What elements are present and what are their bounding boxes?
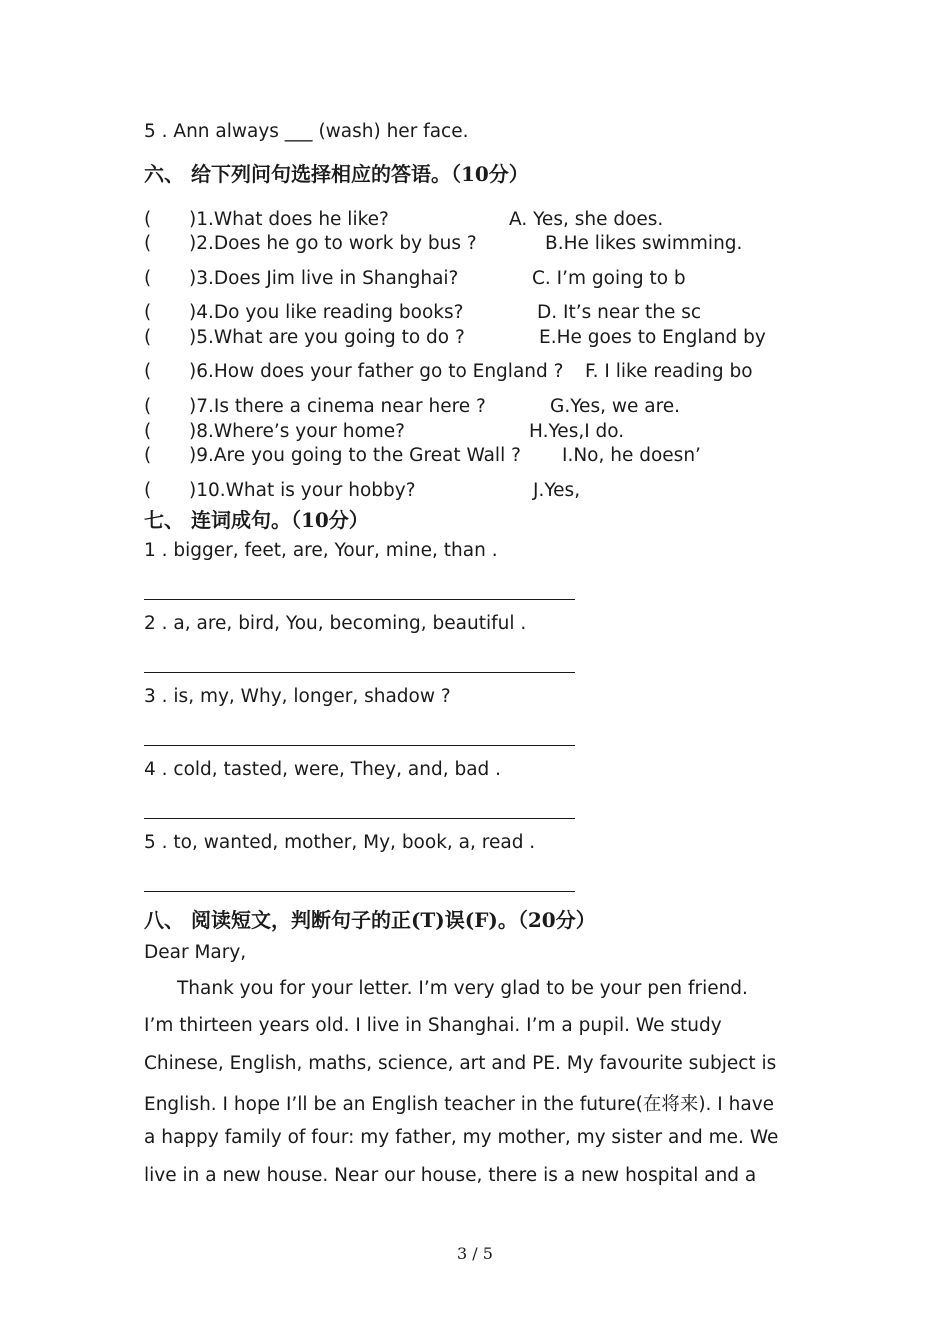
answer-blank-open[interactable]: ( — [144, 480, 152, 501]
question-text: )1.What does he like? — [189, 209, 389, 230]
option-text: C. I’m going to b — [532, 268, 686, 289]
answer-line-2[interactable] — [144, 672, 575, 673]
option-text: B.He likes swimming. — [545, 233, 743, 254]
question-text: )9.Are you going to the Great Wall ? — [189, 445, 521, 466]
word-order-item-5: 5 . to, wanted, mother, My, book, a, read . — [144, 832, 536, 853]
letter-line: Thank you for your letter. I’m very glad to be your pen friend. — [177, 978, 748, 999]
question-5-wash: 5 . Ann always ___ (wash) her face. — [144, 121, 469, 142]
answer-blank-open[interactable]: ( — [144, 209, 152, 230]
option-text: E.He goes to England by — [539, 327, 766, 348]
letter-line: English. I hope I’ll be an English teacher in the future(在将来). I have — [144, 1094, 775, 1115]
letter-line: live in a new house. Near our house, there is a new hospital and a — [144, 1165, 757, 1186]
question-text: )6.How does your father go to England ? — [189, 361, 564, 382]
section-8-heading: 八、 阅读短文，判断句子的正(T)误(F)。（20分） — [144, 908, 596, 932]
word-order-item-2: 2 . a, are, bird, You, becoming, beautiful . — [144, 613, 527, 634]
option-text: G.Yes, we are. — [550, 396, 681, 417]
letter-line: a happy family of four: my father, my mother, my sister and me. We — [144, 1127, 779, 1148]
option-text: D. It’s near the sc — [537, 302, 702, 323]
question-text: )2.Does he go to work by bus ? — [189, 233, 477, 254]
option-text: A. Yes, she does. — [509, 209, 664, 230]
question-text: )7.Is there a cinema near here ? — [189, 396, 486, 417]
page-number: 3 / 5 — [457, 1244, 493, 1263]
letter-line: Chinese, English, maths, science, art and PE. My favourite subject is — [144, 1053, 777, 1074]
answer-line-5[interactable] — [144, 891, 575, 892]
answer-blank-open[interactable]: ( — [144, 361, 152, 382]
answer-blank-open[interactable]: ( — [144, 268, 152, 289]
answer-line-4[interactable] — [144, 818, 575, 819]
answer-blank-open[interactable]: ( — [144, 396, 152, 417]
answer-blank-open[interactable]: ( — [144, 302, 152, 323]
section-7-heading: 七、 连词成句。（10分） — [144, 508, 369, 532]
question-text: )4.Do you like reading books? — [189, 302, 464, 323]
question-text: )5.What are you going to do ? — [189, 327, 465, 348]
word-order-item-1: 1 . bigger, feet, are, Your, mine, than . — [144, 540, 498, 561]
letter-greeting: Dear Mary, — [144, 942, 247, 963]
option-text: H.Yes,I do. — [529, 421, 625, 442]
option-text: I.No, he doesn’ — [562, 445, 701, 466]
question-text: )8.Where’s your home? — [189, 421, 405, 442]
letter-line: I’m thirteen years old. I live in Shanghai. I’m a pupil. We study — [144, 1015, 722, 1036]
answer-blank-open[interactable]: ( — [144, 445, 152, 466]
option-text: F. I like reading bo — [585, 361, 753, 382]
question-text: )3.Does Jim live in Shanghai? — [189, 268, 459, 289]
word-order-item-4: 4 . cold, tasted, were, They, and, bad . — [144, 759, 502, 780]
answer-line-3[interactable] — [144, 745, 575, 746]
word-order-item-3: 3 . is, my, Why, longer, shadow ? — [144, 686, 451, 707]
answer-blank-open[interactable]: ( — [144, 233, 152, 254]
question-text: )10.What is your hobby? — [189, 480, 416, 501]
answer-blank-open[interactable]: ( — [144, 327, 152, 348]
answer-blank-open[interactable]: ( — [144, 421, 152, 442]
answer-line-1[interactable] — [144, 599, 575, 600]
section-6-heading: 六、 给下列问句选择相应的答语。（10分） — [144, 162, 529, 186]
option-text: J.Yes, — [533, 480, 581, 501]
